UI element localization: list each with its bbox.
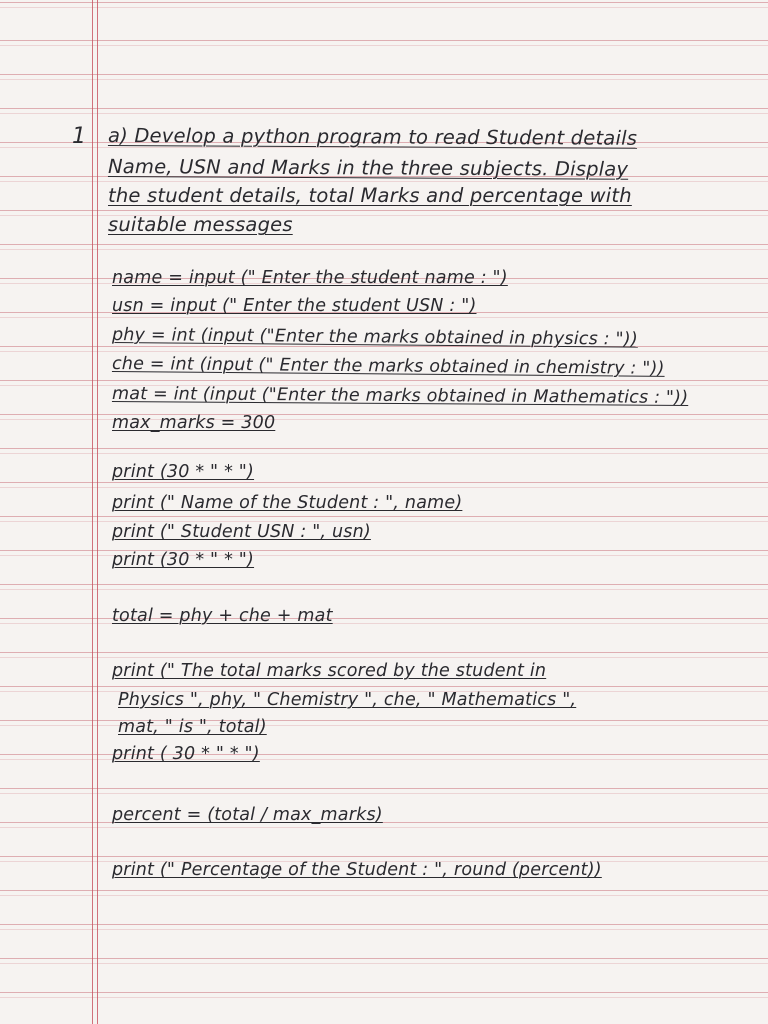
question-number: 1 <box>72 124 87 149</box>
code-line: mat, " is ", total) <box>118 717 267 737</box>
question-line: the student details, total Marks and percentage with <box>108 184 632 207</box>
margin-line-right <box>97 0 98 1024</box>
code-line: print (30 * " * ") <box>112 462 255 482</box>
question-line: suitable messages <box>108 213 293 236</box>
question-line: a) Develop a python program to read Student details <box>107 124 638 150</box>
code-line: print (" Student USN : ", usn) <box>112 522 371 542</box>
code-line: print (30 * " * ") <box>112 550 255 570</box>
code-line: che = int (input (" Enter the marks obtained in chemistry : ")) <box>111 354 665 379</box>
code-line: usn = input (" Enter the student USN : ") <box>112 296 477 316</box>
code-line: phy = int (input ("Enter the marks obtained in physics : ")) <box>111 325 638 350</box>
code-line: name = input (" Enter the student name : ") <box>112 268 508 288</box>
code-line: Physics ", phy, " Chemistry ", che, " Mathematics ", <box>118 690 577 710</box>
code-line: percent = (total / max_marks) <box>112 805 383 825</box>
code-line: print (" Name of the Student : ", name) <box>112 493 463 513</box>
code-line: max_marks = 300 <box>112 413 276 433</box>
margin-line-left <box>92 0 93 1024</box>
code-line: total = phy + che + mat <box>112 606 333 626</box>
question-line: Name, USN and Marks in the three subjects. Display <box>107 155 629 181</box>
code-line: print (" The total marks scored by the student in <box>112 661 547 681</box>
code-line: mat = int (input ("Enter the marks obtained in Mathematics : ")) <box>111 384 689 409</box>
code-line: print ( 30 * " * ") <box>112 744 260 764</box>
code-line: print (" Percentage of the Student : ", round (percent)) <box>112 860 602 880</box>
